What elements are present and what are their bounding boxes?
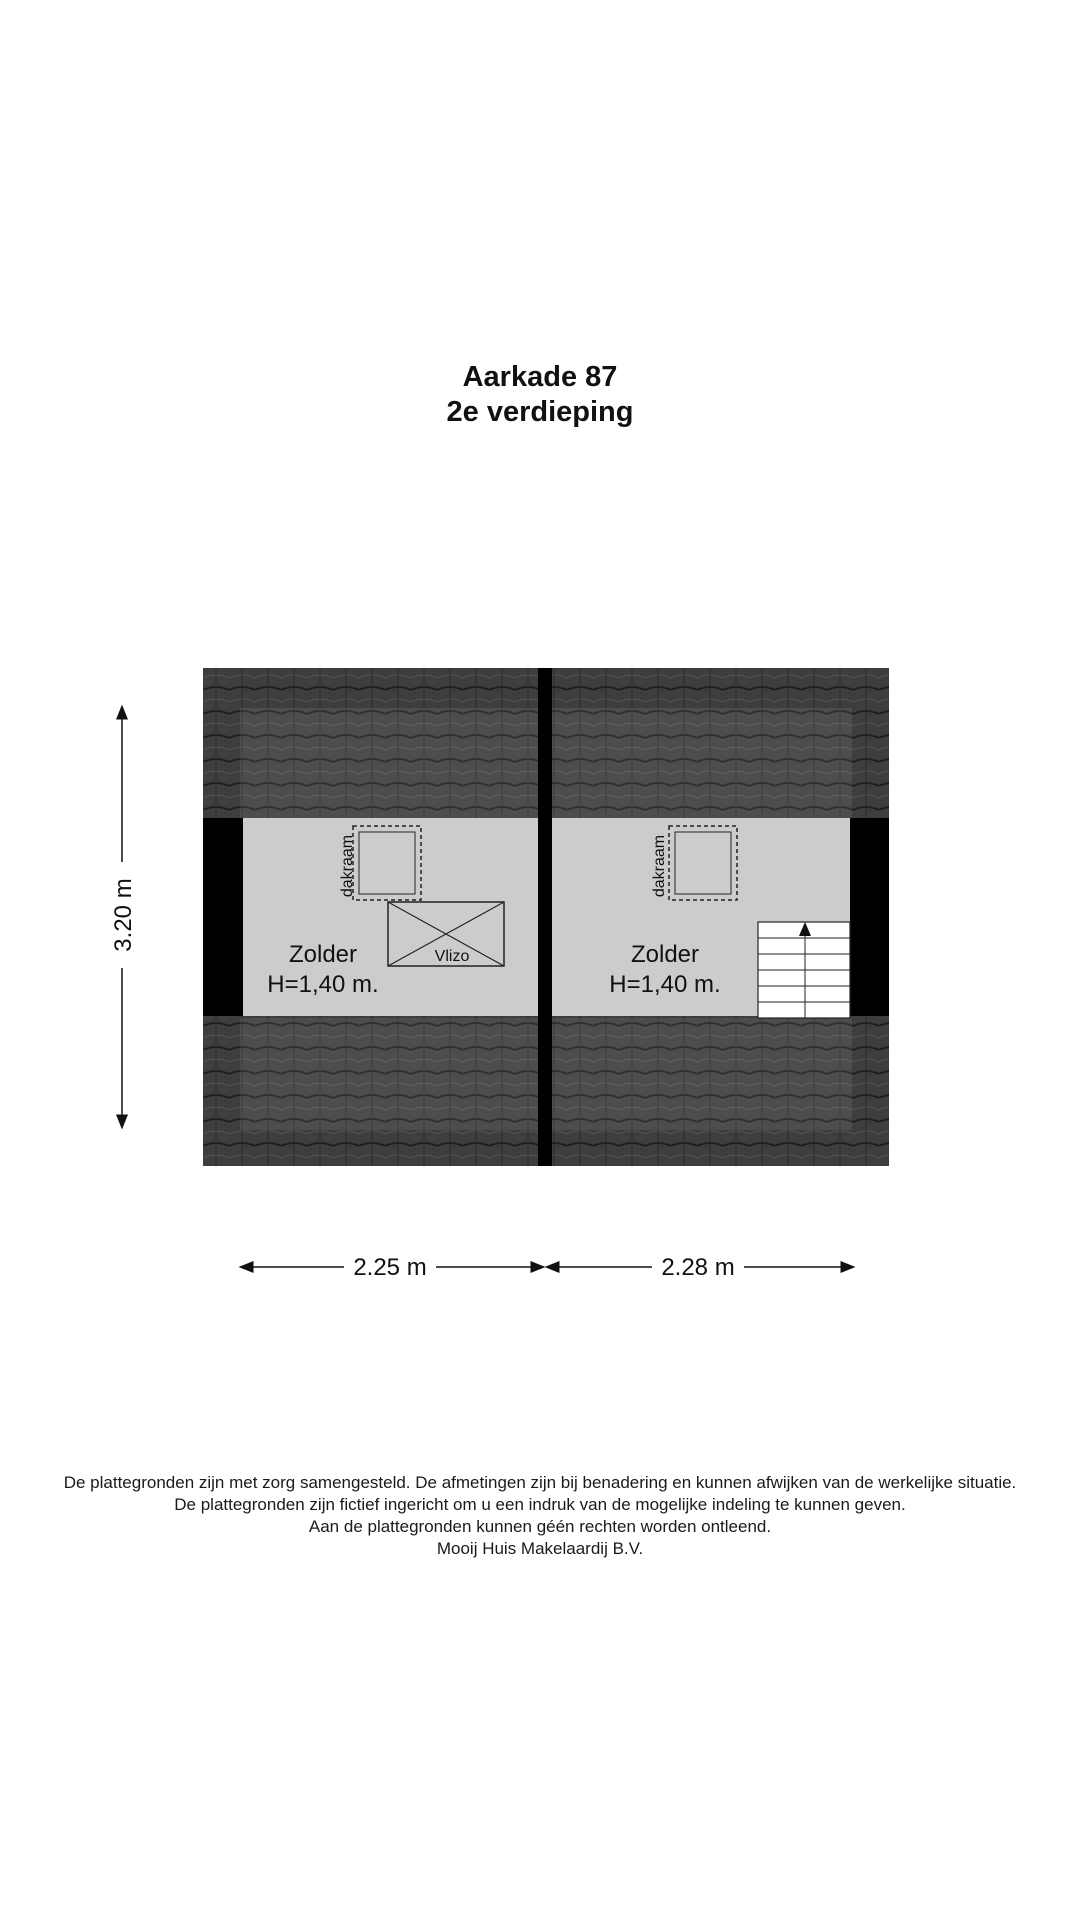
width-dimension-left-label: 2.25 m bbox=[353, 1254, 427, 1281]
room-name-left: Zolder bbox=[288, 941, 358, 968]
wall-center bbox=[538, 668, 552, 1166]
room-name-right: Zolder bbox=[630, 941, 700, 968]
floor-title: 2e verdieping bbox=[446, 396, 634, 428]
wall-right bbox=[850, 818, 889, 1016]
wall-left bbox=[203, 818, 243, 1016]
vertical-dimension-label: 3.20 m bbox=[110, 878, 137, 952]
room-height-left: H=1,40 m. bbox=[267, 971, 379, 998]
disclaimer bbox=[0, 1472, 1080, 1560]
skylight-label-left: dakraam bbox=[339, 834, 356, 898]
hatch-label: Vlizo bbox=[434, 948, 470, 965]
staircase bbox=[758, 922, 850, 1018]
disclaimer-line: Aan de plattegronden kunnen géén rechten worden ontleend. bbox=[308, 1517, 772, 1536]
disclaimer-line: De plattegronden zijn fictief ingericht om u een indruk van de mogelijke indeling te kunnen geven. bbox=[174, 1495, 906, 1514]
address-title: Aarkade 87 bbox=[462, 361, 618, 393]
skylight-label-right: dakraam bbox=[651, 834, 668, 898]
width-dimension-right-label: 2.28 m bbox=[661, 1254, 735, 1281]
disclaimer-line: Mooij Huis Makelaardij B.V. bbox=[436, 1539, 644, 1558]
disclaimer-line: De plattegronden zijn met zorg samengesteld. De afmetingen zijn bij benadering en kunnen afwijken van de werkelijke situatie. bbox=[63, 1473, 1017, 1492]
room-height-right: H=1,40 m. bbox=[609, 971, 721, 998]
